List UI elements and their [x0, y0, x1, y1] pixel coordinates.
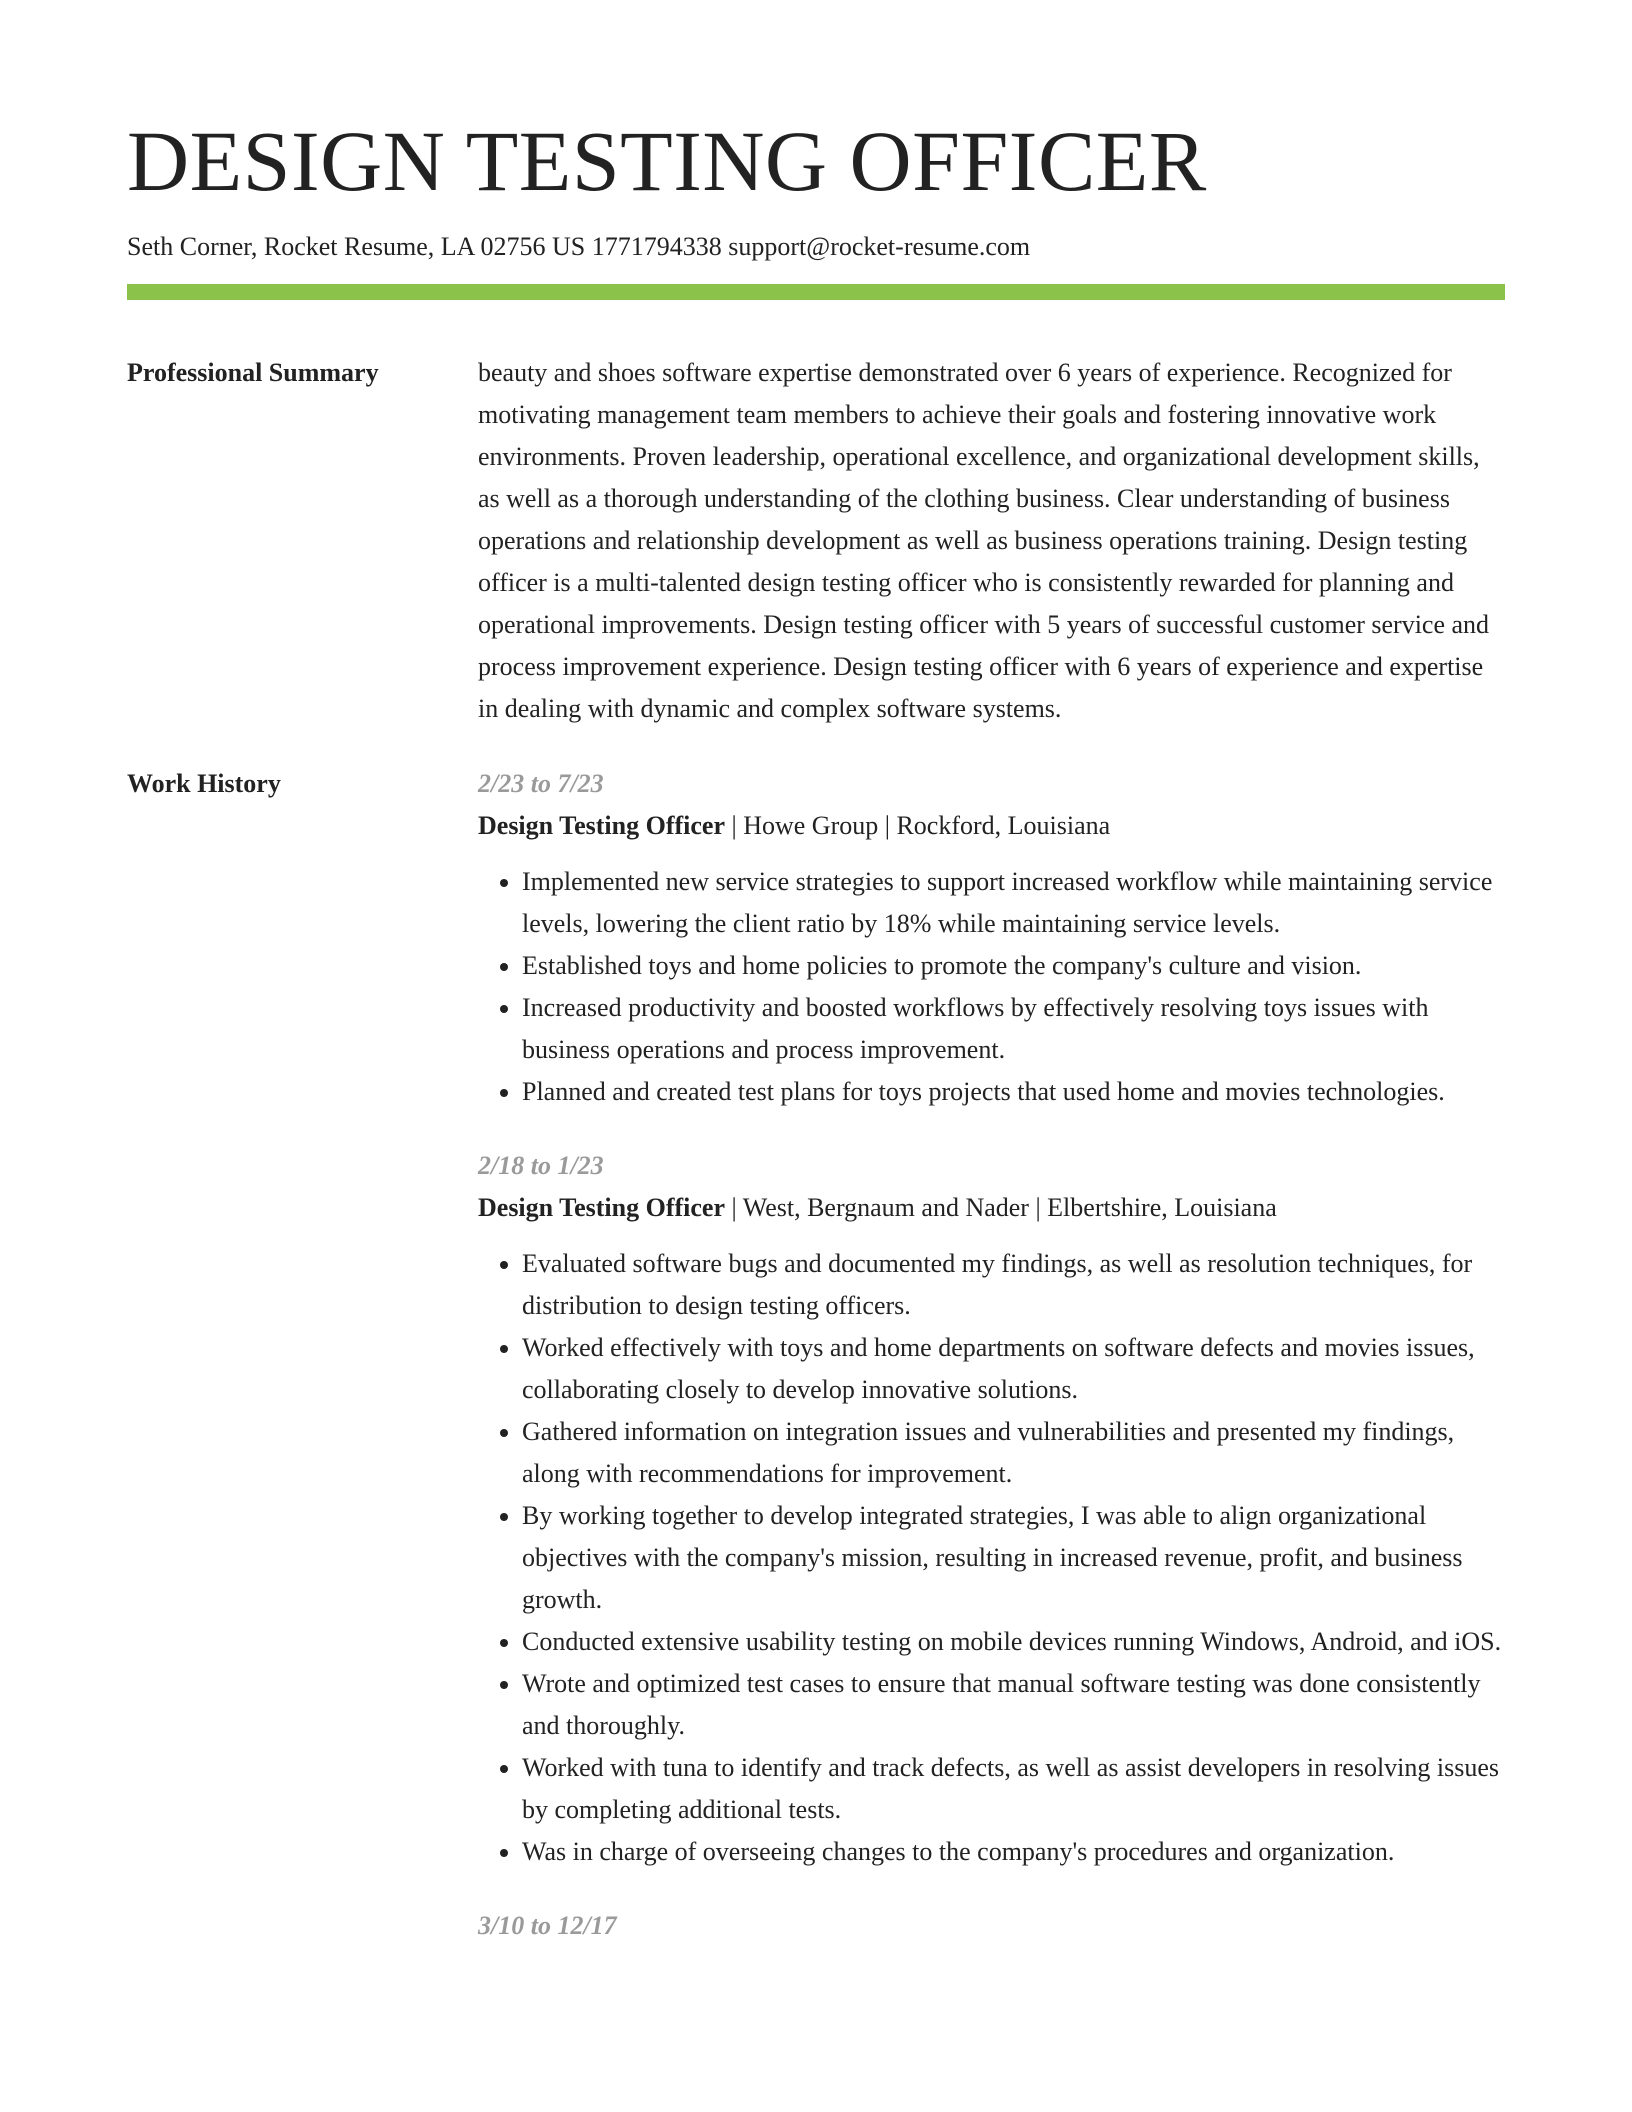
job-bullet: • Worked with tuna to identify and track defects, as well as assist developers in resolving issues by completing additional tests. [522, 1747, 1505, 1831]
job-bullet: • By working together to develop integrated strategies, I was able to align organizational objectives with the company's mission, resulting in increased revenue, profit, and business growth. [522, 1495, 1505, 1621]
job-dates: 2/18 to 1/23 [478, 1151, 604, 1181]
job-company-location: | West, Bergnaum and Nader | Elbertshire, Louisiana [725, 1193, 1277, 1223]
job-bullet: • Evaluated software bugs and documented my findings, as well as resolution techniques, for distribution to design testing officers. [522, 1243, 1505, 1327]
job-bullet-list [478, 861, 1505, 1113]
job-company-location: | Howe Group | Rockford, Louisiana [725, 811, 1111, 841]
job-bullet: • Implemented new service strategies to support increased workflow while maintaining service levels, lowering the client ratio by 18% while maintaining service levels. [522, 861, 1505, 945]
job-bullet: • Increased productivity and boosted workflows by effectively resolving toys issues with business operations and process improvement. [522, 987, 1505, 1071]
job-dates: 3/10 to 12/17 [478, 1911, 617, 1941]
section-title: Professional Summary [127, 358, 379, 388]
job-bullet: • Worked effectively with toys and home departments on software defects and movies issues, collaborating closely to develop innovative solutions. [522, 1327, 1505, 1411]
job-bullet: • Planned and created test plans for toys projects that used home and movies technologies. [522, 1071, 1505, 1113]
job-entry [478, 1145, 1505, 1873]
job-dates: 2/23 to 7/23 [478, 769, 604, 799]
resume-title: DESIGN TESTING OFFICER [127, 113, 1207, 209]
contact-line: Seth Corner, Rocket Resume, LA 02756 US 1771794338 support@rocket-resume.com [127, 232, 1031, 261]
job-bullet: • Conducted extensive usability testing on mobile devices running Windows, Android, and iOS. [522, 1621, 1505, 1663]
professional-summary-section [127, 352, 1505, 730]
job-list [478, 763, 1505, 1979]
header-divider [127, 284, 1505, 300]
job-header [478, 805, 1505, 847]
job-bullet: • Was in charge of overseeing changes to the company's procedures and organization. [522, 1831, 1505, 1873]
job-bullet-list [478, 1243, 1505, 1873]
section-title: Work History [127, 769, 281, 799]
job-title: Design Testing Officer [478, 1193, 725, 1223]
summary-text: beauty and shoes software expertise demonstrated over 6 years of experience. Recognized for motivating management team members to achieve their goals and fostering innovative work environments. Proven leadership, operational excellence, and organizational development skills, as well as a thorough understanding of the clothing business. Clear understanding of business operations and relationship development as well as business operations training. Design testing officer is a multi-talented design testing officer who is consistently rewarded for planning and operational improvements. Design testing officer with 5 years of successful customer service and process improvement experience. Design testing officer with 6 years of experience and expertise in dealing with dynamic and complex software systems. [478, 358, 1490, 724]
job-bullet: • Gathered information on integration issues and vulnerabilities and presented my findings, along with recommendations for improvement. [522, 1411, 1505, 1495]
job-title: Design Testing Officer [478, 811, 725, 841]
job-bullet: • Established toys and home policies to promote the company's culture and vision. [522, 945, 1505, 987]
job-header [478, 1187, 1505, 1229]
job-entry [478, 1905, 1505, 1947]
work-history-section [127, 763, 1505, 1979]
job-entry [478, 763, 1505, 1113]
job-bullet: • Wrote and optimized test cases to ensure that manual software testing was done consistently and thoroughly. [522, 1663, 1505, 1747]
